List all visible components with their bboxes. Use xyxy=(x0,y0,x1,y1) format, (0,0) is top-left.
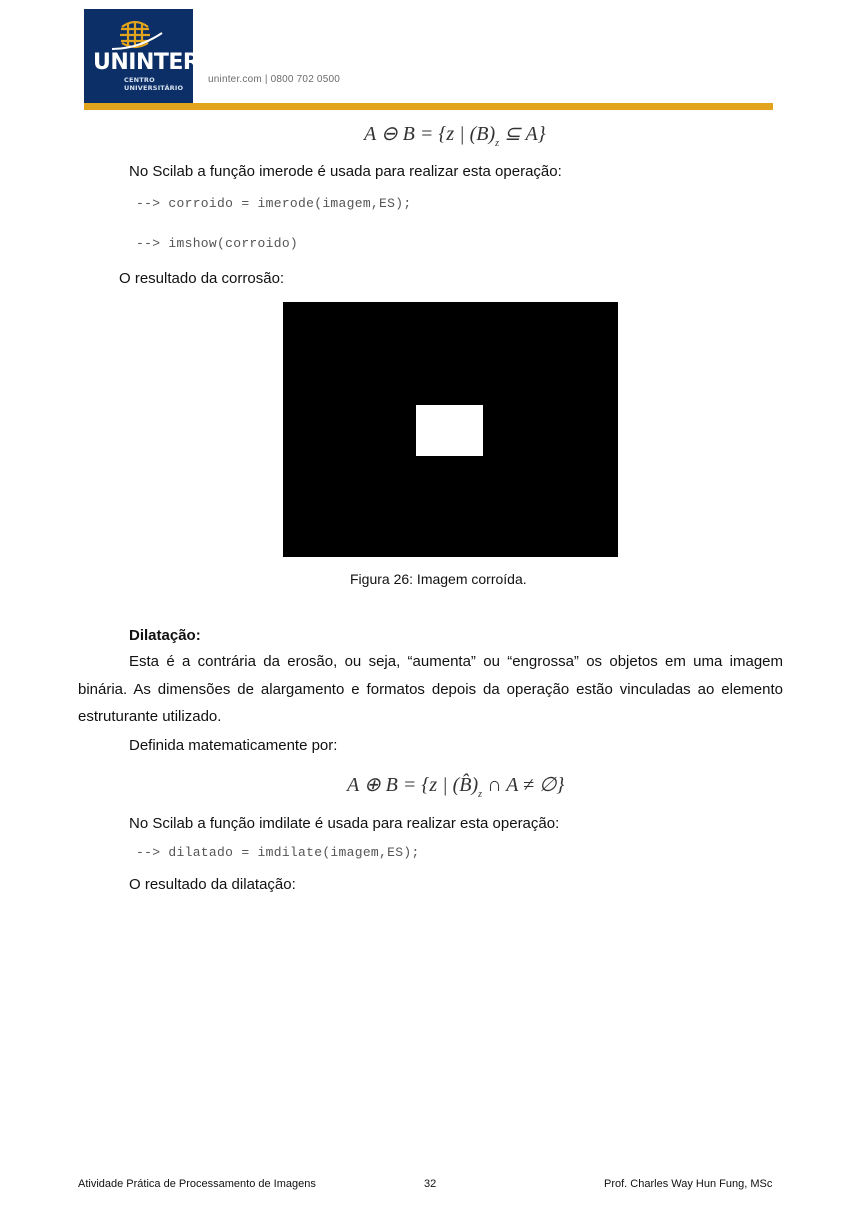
header-divider xyxy=(84,103,773,110)
dilation-formula-subscript: z xyxy=(478,789,483,800)
dilation-formula xyxy=(347,772,564,800)
logo-subtitle-line2: UNIVERSITÁRIO xyxy=(124,84,184,92)
footer-author: Prof. Charles Way Hun Fung, MSc xyxy=(604,1178,773,1190)
dilation-formula-rhs: ∩ A ≠ ∅} xyxy=(482,774,565,796)
globe-icon xyxy=(108,19,166,53)
erosion-formula-subscript: z xyxy=(495,138,500,149)
dilation-intro: No Scilab a função imdilate é usada para realizar esta operação: xyxy=(129,815,560,832)
header-contact: uninter.com | 0800 702 0500 xyxy=(208,74,340,85)
dilation-result-label: O resultado da dilatação: xyxy=(129,876,296,893)
erosion-intro: No Scilab a função imerode é usada para realizar esta operação: xyxy=(129,163,562,180)
eroded-image-figure xyxy=(283,302,618,557)
uninter-logo xyxy=(84,9,200,106)
dilation-paragraph xyxy=(78,648,783,731)
dilation-heading: Dilatação: xyxy=(129,627,201,644)
erosion-code-line-1: --> corroido = imerode(imagem,ES); xyxy=(136,196,412,211)
dilation-formula-lhs: A ⊕ B = {z | (B̂) xyxy=(347,774,479,796)
dilation-defined-by: Definida matematicamente por: xyxy=(129,737,338,754)
logo-subtitle-line1: CENTRO xyxy=(124,76,155,84)
figure-26-caption: Figura 26: Imagem corroída. xyxy=(350,571,527,587)
dilation-paragraph-text: Esta é a contrária da erosão, ou seja, “aumenta” ou “engrossa” os objetos em uma imagem binária. As dimensões de alargamento e formatos depois da operação estão vinculadas ao elemento estruturante utilizado. xyxy=(78,653,783,725)
erosion-result-label: O resultado da corrosão: xyxy=(119,270,285,287)
footer-page-number: 32 xyxy=(424,1178,437,1190)
erosion-code-line-2: --> imshow(corroido) xyxy=(136,236,299,251)
eroded-object xyxy=(416,405,483,456)
footer-course-title: Atividade Prática de Processamento de Imagens xyxy=(78,1178,316,1190)
erosion-formula-lhs: A ⊖ B = {z | (B) xyxy=(364,123,496,145)
logo-wordmark: UNINTER xyxy=(93,50,200,75)
logo-subtitle xyxy=(124,76,183,92)
dilation-code-line-1: --> dilatado = imdilate(imagem,ES); xyxy=(136,845,420,860)
erosion-formula xyxy=(364,121,546,149)
erosion-formula-rhs: ⊆ A} xyxy=(499,123,546,145)
